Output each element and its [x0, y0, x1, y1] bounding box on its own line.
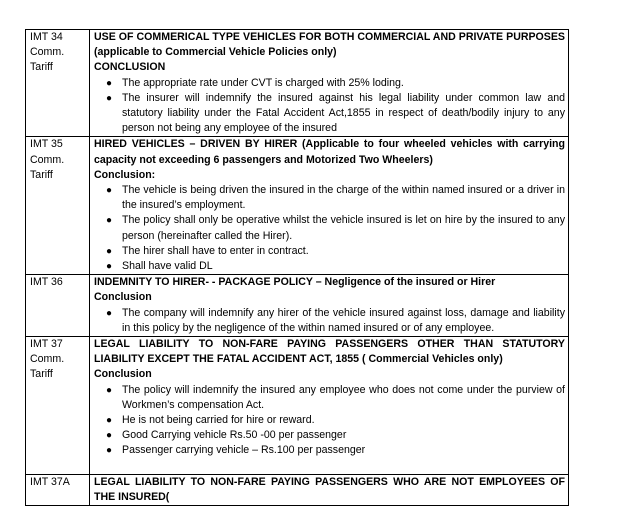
list-item [106, 91, 565, 137]
list-item-text: The policy shall only be operative whilst the vehicle insured is let on hire by the insured to any person (hereinafter called the Hirer). [122, 214, 565, 242]
list-item [106, 213, 565, 243]
clause-code: IMT 35 [30, 138, 63, 151]
list-item-text: The vehicle is being driven the insured in the charge of the within named insured or a driver in the insured’s employment. [122, 184, 565, 212]
conclusion-list [94, 306, 565, 336]
bullet-icon: ● [106, 245, 113, 257]
conclusion-list [94, 383, 565, 459]
list-item [106, 428, 565, 443]
clause-title: INDEMNITY TO HIRER- - PACKAGE POLICY – Negligence of the insured or Hirer [94, 276, 496, 289]
table-row-imt-34 [26, 30, 569, 137]
conclusion-heading: Conclusion [94, 368, 152, 381]
list-item-text: The company will indemnify any hirer of the vehicle insured against loss, damage and liability in this policy by the negligence of the within named insured or of any employee. [122, 306, 565, 334]
clause-body-cell [90, 275, 569, 337]
list-item [106, 383, 565, 413]
clause-body-cell [90, 137, 569, 275]
clause-code-sub: Comm. [30, 46, 65, 59]
list-item-text: He is not being carried for hire or reward. [122, 414, 315, 427]
bullet-icon: ● [106, 445, 113, 457]
clause-title: HIRED VEHICLES – DRIVEN BY HIRER (Applicable to four wheeled vehicles with carrying capacity not exceeding 6 passengers and Motorized Two Wheelers) [94, 138, 565, 166]
list-item-text: Shall have valid DL [122, 260, 213, 273]
bullet-icon: ● [106, 384, 113, 396]
bullet-icon: ● [106, 92, 113, 104]
table-row-imt-37a [26, 474, 569, 505]
clause-title: USE OF COMMERICAL TYPE VEHICLES FOR BOTH COMMERCIAL AND PRIVATE PURPOSES (applicable to Commercial Vehicle Policies only) [94, 31, 565, 59]
clause-body-cell [90, 337, 569, 475]
list-item-text: The policy will indemnify the insured any employee who does not come under the purview of Workmen’s compensation Act. [122, 383, 565, 411]
clause-code-cell [26, 275, 90, 337]
conclusion-heading: CONCLUSION [94, 61, 166, 74]
clause-code-cell [26, 474, 90, 505]
conclusion-list [94, 76, 565, 137]
list-item [106, 443, 565, 458]
list-item [106, 306, 565, 336]
list-item-text: The hirer shall have to enter in contract. [122, 244, 309, 257]
conclusion-heading: Conclusion [94, 291, 152, 304]
bullet-icon: ● [106, 77, 113, 89]
clause-code: IMT 36 [30, 276, 63, 289]
cell-spacer [94, 459, 565, 474]
table-row-imt-35 [26, 137, 569, 275]
list-item [106, 76, 565, 91]
list-item-text: Good Carrying vehicle Rs.50 -00 per passenger [122, 429, 347, 442]
bullet-icon: ● [106, 215, 113, 227]
clause-code-sub: Tariff [30, 168, 53, 181]
table-row-imt-37 [26, 337, 569, 475]
clause-code: IMT 37 [30, 338, 63, 351]
list-item-text: The appropriate rate under CVT is charged with 25% loding. [122, 76, 404, 89]
imt-clauses-table [25, 29, 569, 506]
list-item [106, 259, 565, 274]
clause-code-sub: Tariff [30, 368, 53, 381]
clause-code-cell [26, 337, 90, 475]
bullet-icon: ● [106, 430, 113, 442]
list-item [106, 413, 565, 428]
bullet-icon: ● [106, 415, 113, 427]
clause-code-sub: Comm. [30, 153, 65, 166]
bullet-icon: ● [106, 261, 113, 273]
list-item [106, 183, 565, 213]
clause-code-sub: Comm. [30, 353, 65, 366]
clause-code-cell [26, 137, 90, 275]
clause-body-cell [90, 474, 569, 505]
conclusion-heading: Conclusion: [94, 168, 156, 181]
table-row-imt-36 [26, 275, 569, 337]
clause-code-sub: Tariff [30, 61, 53, 74]
conclusion-list [94, 183, 565, 274]
clause-code-cell [26, 30, 90, 137]
clause-title: LEGAL LIABILITY TO NON-FARE PAYING PASSENGERS WHO ARE NOT EMPLOYEES OF THE INSURED( [94, 475, 565, 503]
bullet-icon: ● [106, 185, 113, 197]
clause-code: IMT 37A [30, 475, 70, 488]
list-item-text: Passenger carrying vehicle – Rs.100 per passenger [122, 444, 366, 457]
list-item [106, 244, 565, 259]
list-item-text: The insurer will indemnify the insured against his legal liability under common law and statutory liability under the Fatal Accident Act,1855 in respect of death/bodily injury to any person not being any employee of the insured [122, 91, 565, 135]
clause-body-cell [90, 30, 569, 137]
clause-code: IMT 34 [30, 31, 63, 43]
bullet-icon: ● [106, 307, 113, 319]
clause-title: LEGAL LIABILITY TO NON-FARE PAYING PASSENGERS OTHER THAN STATUTORY LIABILITY EXCEPT THE FATAL ACCIDENT ACT, 1855 ( Commercial Vehicles only) [94, 338, 565, 366]
